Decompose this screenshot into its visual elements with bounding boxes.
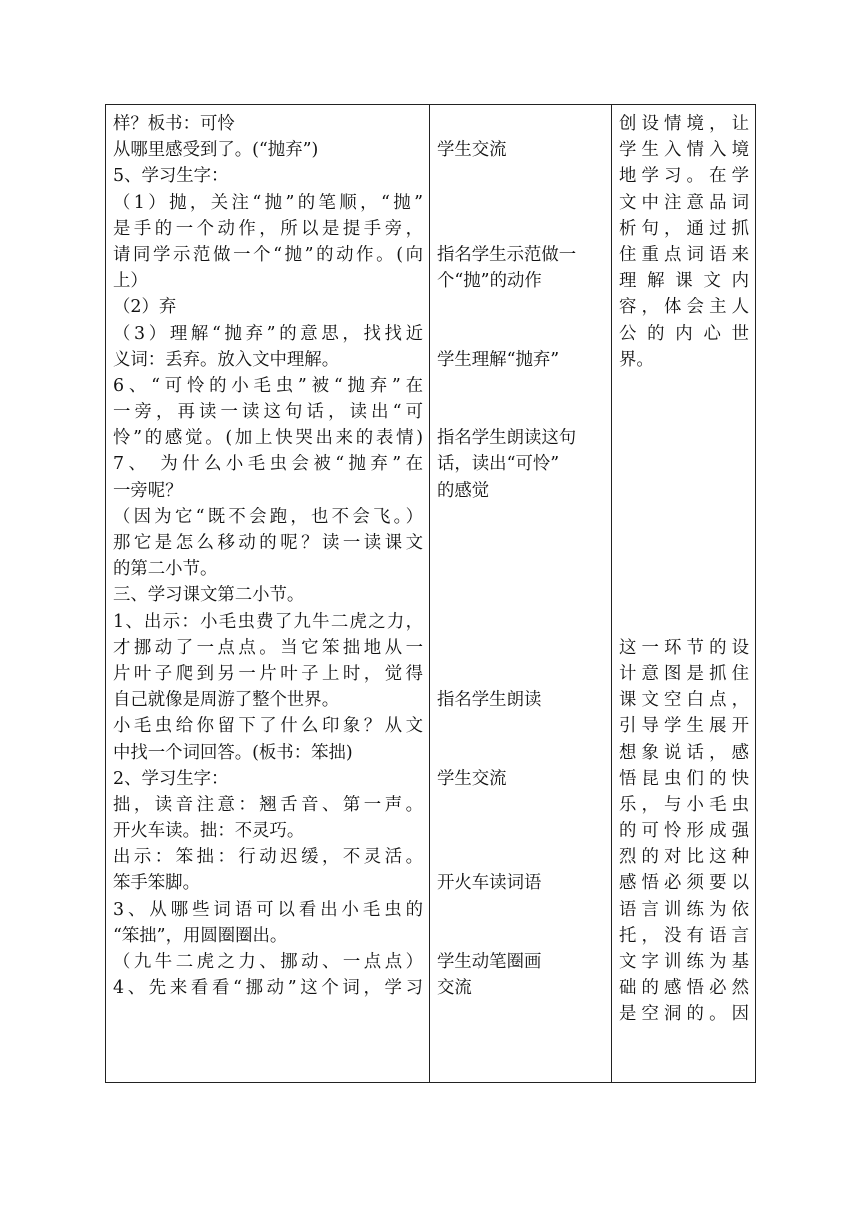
teaching-process-line: 上） <box>113 271 148 292</box>
design-intent-line <box>619 425 749 451</box>
student-activity-line <box>437 582 605 608</box>
student-activity-line: 学生动笔圈画 <box>437 952 542 972</box>
teaching-process-line: 才挪动了一点点。当它笨拙地从一 <box>113 637 423 658</box>
design-intent-line: 计意图是抓住 <box>619 663 749 684</box>
student-activity-line <box>437 897 605 923</box>
teaching-process-line: 小毛虫给你留下了什么印象？从文 <box>113 716 423 737</box>
design-intent-line: 托，没有语言 <box>619 925 749 946</box>
student-activity-line: 开火车读词语 <box>437 873 542 894</box>
student-activity-line: 学生交流 <box>437 140 507 161</box>
teaching-process-line: 一旁，再读一读这句话，读出“可 <box>113 402 423 423</box>
teaching-process-line: （3）理解“抛弃”的意思，找找近 <box>113 323 423 344</box>
design-intent-line: 想象说话，感 <box>619 742 749 763</box>
teaching-process-line: 怜”的感觉。(加上快哭出来的表情) <box>113 428 423 449</box>
student-activity-line <box>437 373 605 399</box>
student-activity-line <box>437 740 605 766</box>
design-intent-line: 乐，与小毛虫 <box>619 794 749 815</box>
design-intent-line: 容，体会主人 <box>619 297 749 318</box>
teaching-process-line: 1、出示：小毛虫费了九牛二虎之力， <box>113 611 423 632</box>
design-intent-line: 住重点词语来 <box>619 244 749 265</box>
student-activity-line <box>437 321 605 347</box>
student-activity-line <box>437 713 605 739</box>
student-activity-line: 交流 <box>437 978 472 999</box>
teaching-process-line: 笨手笨脚。 <box>113 873 200 894</box>
design-intent-line: 公的内心世 <box>619 323 749 344</box>
design-intent-line: 是空洞的。因 <box>619 1004 749 1025</box>
design-intent-line <box>619 504 749 530</box>
design-intent-line <box>619 556 749 582</box>
student-activity-line <box>437 216 605 242</box>
teaching-process-line: 6、“可怜的小毛虫”被“抛弃”在 <box>113 375 423 396</box>
teaching-process-line: 三、学习课文第二小节。 <box>113 585 305 606</box>
design-intent-line: 的可怜形成强 <box>619 821 749 842</box>
student-activity-line <box>437 504 605 530</box>
design-intent-line <box>619 373 749 399</box>
design-intent-line: 地学习。在学 <box>619 166 749 187</box>
teaching-process-line: 那它是怎么移动的呢？读一读课文 <box>113 533 423 553</box>
teaching-process-line: （1）抛，关注“抛”的笔顺，“抛” <box>113 192 423 213</box>
design-intent-line <box>619 530 749 556</box>
teaching-process-line: 拙，读音注意：翘舌音、第一声。 <box>113 794 423 815</box>
design-intent-line <box>619 399 749 425</box>
student-activity-line: 指名学生朗读 <box>437 690 542 711</box>
teaching-process-line: “笨拙”，用圆圈圈出。 <box>113 925 288 946</box>
student-activity-line <box>437 190 605 216</box>
teaching-process-line: （九牛二虎之力、挪动、一点点） <box>113 952 423 972</box>
student-activity-line <box>437 635 605 661</box>
design-intent-line: 界。 <box>619 349 654 370</box>
teaching-process-line: 7、 为什么小毛虫会被“抛弃”在 <box>113 454 423 475</box>
design-intent-line <box>619 609 749 635</box>
student-activity-line <box>437 923 605 949</box>
student-activity-line <box>437 294 605 320</box>
student-activity-line: 学生交流 <box>437 768 507 789</box>
teaching-process-line: 3、从哪些词语可以看出小毛虫的 <box>113 899 423 920</box>
design-intent-line: 课文空白点， <box>619 690 749 711</box>
student-activity-line <box>437 844 605 870</box>
design-intent-line: 析句，通过抓 <box>619 218 749 239</box>
teaching-process-line: （2）弃 <box>113 297 177 318</box>
teaching-process-line: 是手的一个动作，所以是提手旁， <box>113 218 423 239</box>
teaching-process-line: 中找一个词回答。(板书：笨拙) <box>113 742 353 763</box>
teaching-process-line: 2、学习生字： <box>113 768 229 789</box>
student-activity-line: 指名学生示范做一 <box>437 244 577 265</box>
lesson-plan-table <box>105 104 756 1083</box>
design-intent-line: 创设情境，让 <box>619 114 749 134</box>
teaching-process-line: 的第二小节。 <box>113 559 218 580</box>
design-intent-line <box>619 451 749 477</box>
teaching-process-line: 从哪里感受到了。(“抛弃”) <box>113 140 319 161</box>
teaching-process-line: 片叶子爬到另一片叶子上时，觉得 <box>113 663 423 684</box>
teaching-process-line: 自己就像是周游了整个世界。 <box>113 690 340 711</box>
design-intent-line: 这一环节的设 <box>619 637 749 658</box>
student-activity-line: 学生理解“抛弃” <box>437 349 560 370</box>
teaching-process-line: （因为它“既不会跑，也不会飞。） <box>113 506 423 527</box>
student-activity-line <box>437 111 605 137</box>
student-activity-line <box>437 609 605 635</box>
design-intent-line: 引导学生展开 <box>619 716 749 737</box>
teaching-process-line: 开火车读。拙：不灵巧。 <box>113 821 305 842</box>
design-intent-line: 烈的对比这种 <box>619 847 749 868</box>
student-activity-line <box>437 399 605 425</box>
student-activity-line <box>437 556 605 582</box>
teaching-process-line: 出示：笨拙：行动迟缓，不灵活。 <box>113 847 423 868</box>
teaching-process-line: 4、先来看看“挪动”这个词，学习 <box>113 978 423 999</box>
student-activity-line <box>437 818 605 844</box>
design-intent-line: 语言训练为依 <box>619 899 749 920</box>
design-intent-line: 理解课文内 <box>619 271 749 292</box>
design-intent-line: 础的感悟必然 <box>619 978 749 999</box>
design-intent-line: 感悟必须要以 <box>619 873 749 894</box>
teaching-process-cell <box>106 105 430 1083</box>
student-activity-line: 的感觉 <box>437 480 490 501</box>
student-activity-cell <box>430 105 612 1083</box>
design-intent-line: 文中注意品词 <box>619 192 749 213</box>
design-intent-line: 文字训练为基 <box>619 952 749 972</box>
table-row <box>106 105 756 1083</box>
teaching-process-line: 一旁呢？ <box>113 480 183 501</box>
teaching-process-line: 样？板书：可怜 <box>113 114 235 134</box>
teaching-process-line: 义词：丢弃。放入文中理解。 <box>113 349 340 370</box>
student-activity-line: 指名学生朗读这句 <box>437 428 577 449</box>
student-activity-line <box>437 661 605 687</box>
design-intent-line <box>619 478 749 504</box>
student-activity-line: 个“抛”的动作 <box>437 271 542 292</box>
design-intent-line: 学生入情入境 <box>619 140 749 161</box>
design-intent-line: 悟昆虫们的快 <box>619 768 749 789</box>
student-activity-line <box>437 530 605 556</box>
teaching-process-line: 5、学习生字： <box>113 166 229 187</box>
design-intent-line <box>619 582 749 608</box>
student-activity-line <box>437 163 605 189</box>
student-activity-line <box>437 792 605 818</box>
design-intent-cell <box>612 105 756 1083</box>
student-activity-line: 话，读出“可怜” <box>437 454 560 475</box>
teaching-process-line: 请同学示范做一个“抛”的动作。(向 <box>113 244 423 265</box>
